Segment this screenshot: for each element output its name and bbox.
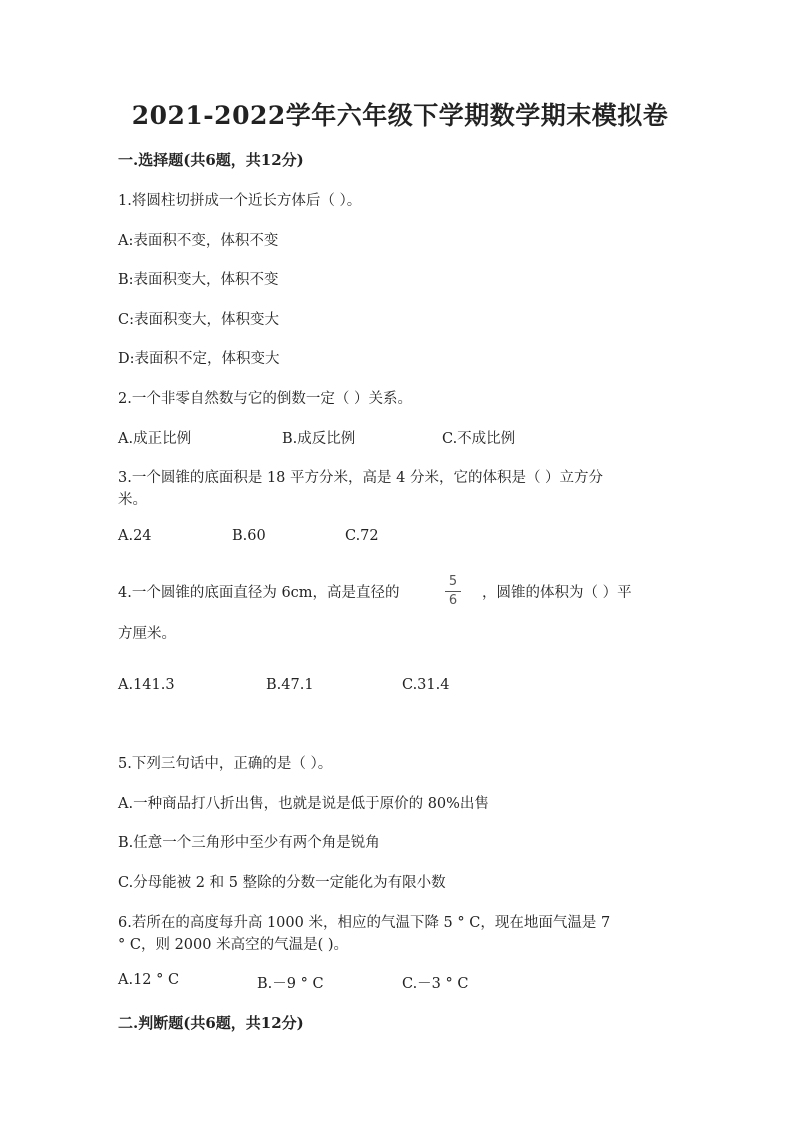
question-5-option-a: A.一种商品打八折出售，也就是说是低于原价的 80%出售 — [118, 796, 489, 812]
question-5-stem: 5.下列三句话中，正确的是（ ）。 — [118, 756, 333, 772]
section-heading-choice: 一.选择题(共6题，共12分) — [118, 151, 304, 169]
question-4-stem-line2: 方厘米。 — [118, 626, 176, 642]
question-2-stem: 2.一个非零自然数与它的倒数一定（ ）关系。 — [118, 391, 412, 407]
question-2-option-a: A.成正比例 — [118, 431, 192, 447]
question-2-option-b: B.成反比例 — [282, 431, 356, 447]
question-4-stem-part2: ，圆锥的体积为（ ）平 — [482, 585, 632, 601]
question-1-option-c: C:表面积变大，体积变大 — [118, 312, 279, 328]
question-6-stem-line1: 6.若所在的高度每升高 1000 米，相应的气温下降 5 ° C，现在地面气温是 7 — [118, 915, 611, 931]
question-2-option-c: C.不成比例 — [442, 431, 516, 447]
question-3-stem-line1: 3.一个圆锥的底面积是 18 平方分米，高是 4 分米，它的体积是（ ）立方分 — [118, 470, 604, 486]
question-6-option-a: A.12 ° C — [118, 972, 180, 988]
question-1-option-b: B:表面积变大，体积不变 — [118, 272, 279, 288]
exam-title: 2021-2022学年六年级下学期数学期末模拟卷 — [131, 101, 669, 130]
question-4-fraction — [442, 574, 464, 609]
question-6-option-c: C.－3 ° C — [402, 976, 469, 992]
question-5-option-c: C.分母能被 2 和 5 整除的分数一定能化为有限小数 — [118, 875, 446, 891]
question-1-option-d: D:表面积不定，体积变大 — [118, 351, 280, 367]
section-heading-judgement: 二.判断题(共6题，共12分) — [118, 1014, 304, 1032]
fraction-bar — [445, 591, 461, 592]
question-3-option-c: C.72 — [345, 528, 379, 544]
fraction-numerator: 5 — [448, 574, 458, 589]
fraction-denominator: 6 — [448, 593, 458, 608]
question-4-option-b: B.47.1 — [266, 677, 314, 693]
question-3-stem-line2: 米。 — [118, 492, 147, 508]
question-4-option-c: C.31.4 — [402, 677, 450, 693]
question-4-option-a: A.141.3 — [118, 677, 175, 693]
question-6-option-b: B.－9 ° C — [257, 976, 324, 992]
question-5-option-b: B.任意一个三角形中至少有两个角是锐角 — [118, 835, 380, 851]
question-3-option-b: B.60 — [232, 528, 266, 544]
question-6-stem-line2: ° C，则 2000 米高空的气温是( )。 — [118, 937, 348, 953]
question-1-stem: 1.将圆柱切拼成一个近长方体后（ ）。 — [118, 193, 362, 209]
question-3-option-a: A.24 — [118, 528, 152, 544]
question-4-stem-part1: 4.一个圆锥的底面直径为 6cm，高是直径的 — [118, 585, 400, 601]
question-1-option-a: A:表面积不变，体积不变 — [118, 233, 279, 249]
